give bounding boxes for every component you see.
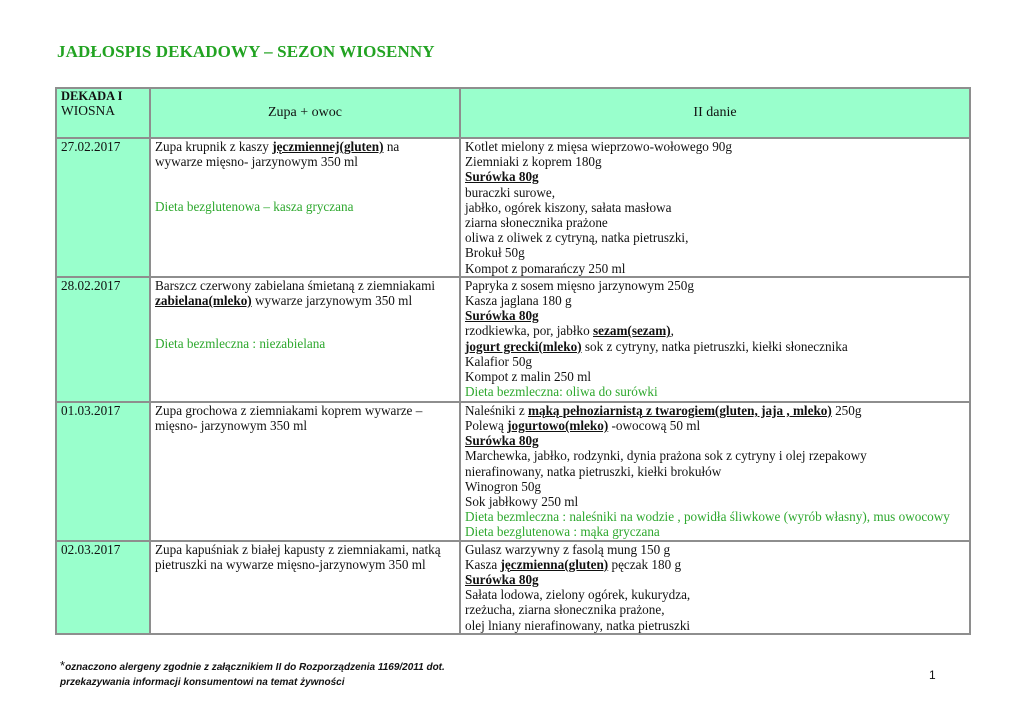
main-line: Brokuł 50g <box>465 245 525 261</box>
table-row <box>56 138 970 277</box>
main-line: buraczki surowe, <box>465 184 556 200</box>
salad-heading: Surówka 80g <box>465 308 539 324</box>
main-text: -owocową 50 ml <box>608 418 701 434</box>
footnote-line: przekazywania informacji konsumentowi na temat żywności <box>60 677 345 688</box>
soup-line: Zupa kapuśniak z białej kapusty z ziemniakami, natką <box>155 541 441 557</box>
main-line: Kompot z pomarańczy 250 ml <box>465 260 626 276</box>
salad-heading: Surówka 80g <box>465 572 539 588</box>
salad-heading: Surówka 80g <box>465 169 539 185</box>
main-line: Papryka z sosem mięsno jarzynowym 250g <box>465 277 694 293</box>
header-soup-column: Zupa + owoc <box>150 88 460 138</box>
soup-line: Zupa grochowa z ziemniakami koprem wywarze – <box>155 402 423 418</box>
main-text: rzodkiewka, por, jabłko <box>465 323 594 339</box>
allergen-text: sezam(sezam) <box>593 323 671 339</box>
main-line: rzeżucha, ziarna słonecznika prażone, <box>465 602 665 618</box>
main-dish-cell <box>460 138 970 277</box>
main-dish-cell <box>460 277 970 402</box>
soup-cell <box>150 138 460 277</box>
allergen-text: mąką pełnoziarnistą z twarogiem(gluten, jaja , mleko) <box>528 402 832 418</box>
main-text: Naleśniki z <box>465 402 528 418</box>
main-line: Sałata lodowa, zielony ogórek, kukurydza, <box>465 587 691 603</box>
main-line: nierafinowany, natka pietruszki, kiełki brokułów <box>465 463 722 479</box>
allergen-text: jogurtowo(mleko) <box>507 418 609 434</box>
main-line: Gulasz warzywny z fasolą mung 150 g <box>465 541 671 557</box>
diet-note: Dieta bezmleczna : niezabielana <box>155 336 326 352</box>
menu-table <box>55 87 971 635</box>
allergen-text: jęczmienna(gluten) <box>500 556 609 572</box>
main-line: ziarna słonecznika prażone <box>465 215 608 231</box>
soup-line: pietruszki na wywarze mięsno-jarzynowym 350 ml <box>155 556 426 572</box>
header-dekada-cell <box>56 88 150 138</box>
main-line: Kotlet mielony z mięsa wieprzowo-wołowego 90g <box>465 139 732 154</box>
footnote-star: * <box>60 658 66 673</box>
date-cell: 01.03.2017 <box>56 402 150 541</box>
allergen-text: jogurt grecki(mleko) <box>465 338 582 354</box>
allergen-text: zabielana(mleko) <box>155 293 252 309</box>
soup-text: Zupa krupnik z kaszy <box>155 139 273 154</box>
main-line: olej lniany nierafinowany, natka pietruszki <box>465 617 691 633</box>
header-main-column: II danie <box>460 88 970 138</box>
allergen-footnote <box>60 658 445 690</box>
main-text: , <box>670 323 674 339</box>
header-dekada-label: DEKADA I <box>61 89 123 103</box>
table-row <box>56 541 970 634</box>
soup-text: wywarze jarzynowym 350 ml <box>251 293 413 309</box>
main-text: pęczak 180 g <box>608 556 682 572</box>
table-header-row <box>56 88 970 138</box>
main-line: Marchewka, jabłko, rodzynki, dynia prażona sok z cytryny i olej rzepakowy <box>465 448 867 464</box>
main-text: sok z cytryny, natka pietruszki, kiełki słonecznika <box>581 338 848 354</box>
main-line: Ziemniaki z koprem 180g <box>465 154 602 170</box>
main-line: Sok jabłkowy 250 ml <box>465 494 579 510</box>
main-line: Kasza jaglana 180 g <box>465 293 572 309</box>
soup-line: Barszcz czerwony zabielana śmietaną z ziemniakami <box>155 277 436 293</box>
main-text: Kasza <box>465 556 501 572</box>
soup-cell <box>150 402 460 541</box>
main-line: Kompot z malin 250 ml <box>465 369 592 385</box>
soup-line <box>155 293 455 308</box>
page-number: 1 <box>929 668 936 682</box>
soup-cell <box>150 277 460 402</box>
page-title: JADŁOSPIS DEKADOWY – SEZON WIOSENNY <box>57 42 435 61</box>
main-line <box>465 418 965 433</box>
main-line <box>465 403 965 418</box>
date-cell: 28.02.2017 <box>56 277 150 402</box>
main-line <box>465 323 965 338</box>
allergen-text: jęczmiennej(gluten) <box>272 139 384 154</box>
diet-note: Dieta bezglutenowa – kasza gryczana <box>155 199 354 215</box>
main-dish-cell <box>460 541 970 634</box>
main-text: 250g <box>831 402 862 418</box>
table-row <box>56 277 970 402</box>
main-dish-cell <box>460 402 970 541</box>
header-season-label: WIOSNA <box>61 103 115 118</box>
soup-line: mięsno- jarzynowym 350 ml <box>155 418 307 434</box>
soup-line: wywarze mięsno- jarzynowym 350 ml <box>155 154 358 170</box>
table-row <box>56 402 970 541</box>
soup-cell <box>150 541 460 634</box>
main-line <box>465 557 965 572</box>
soup-line <box>155 139 455 154</box>
main-line: Winogron 50g <box>465 478 542 494</box>
main-line <box>465 339 965 354</box>
diet-note: Dieta bezmleczna: oliwa do surówki <box>465 384 658 400</box>
main-text: Polewą <box>465 418 508 434</box>
footnote-line: oznaczono alergeny zgodnie z załącznikiem II do Rozporządzenia 1169/2011 dot. <box>65 662 445 673</box>
main-line: jabłko, ogórek kiszony, sałata masłowa <box>465 199 672 215</box>
soup-text: na <box>383 139 400 154</box>
diet-note: Dieta bezmleczna : naleśniki na wodzie , powidła śliwkowe (wyrób własny), mus owocowy <box>465 509 950 525</box>
main-line: oliwa z oliwek z cytryną, natka pietruszki, <box>465 230 689 246</box>
date-cell: 27.02.2017 <box>56 138 150 277</box>
diet-note: Dieta bezglutenowa : mąka gryczana <box>465 524 660 540</box>
salad-heading: Surówka 80g <box>465 433 539 449</box>
date-cell: 02.03.2017 <box>56 541 150 634</box>
main-line: Kalafior 50g <box>465 353 533 369</box>
